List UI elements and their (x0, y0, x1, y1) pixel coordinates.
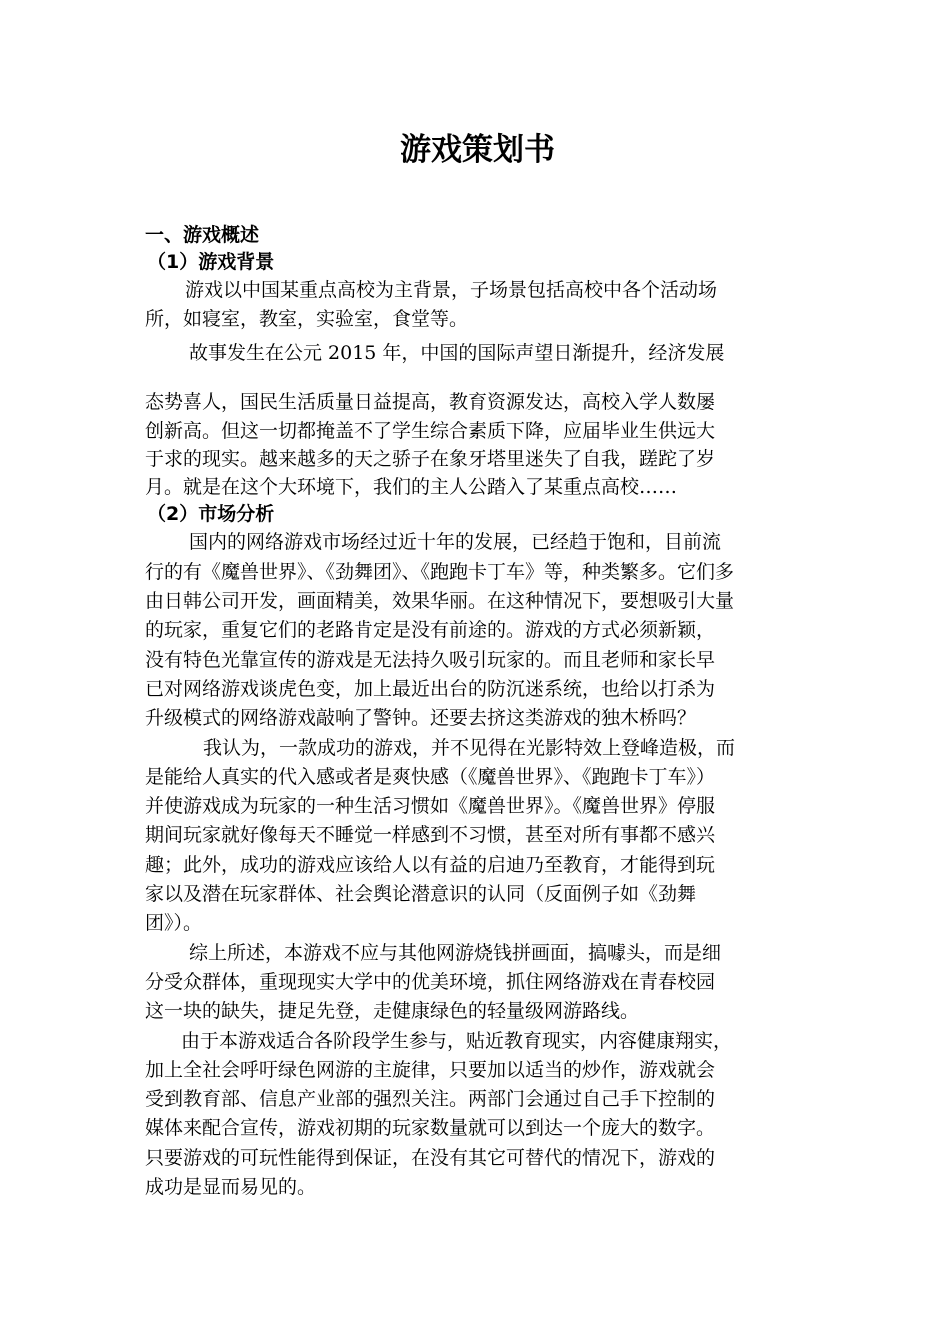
text-line: 已对网络游戏谈虎色变，加上最近出台的防沉迷系统，也给以打杀为 (145, 677, 716, 700)
text-line: 综上所述，本游戏不应与其他网游烧钱拼画面，搞噱头，而是细 (189, 941, 722, 964)
text-line: 加上全社会呼吁绿色网游的主旋律，只要加以适当的炒作，游戏就会 (145, 1058, 716, 1081)
document-body (145, 222, 810, 1202)
text-line: 国内的网络游戏市场经过近十年的发展，已经趋于饱和，目前流 (189, 531, 722, 554)
subsection-heading-background: （1）游戏背景 (147, 251, 275, 273)
section-heading-overview: 一、游戏概述 (145, 224, 260, 246)
text-line: 并使游戏成为玩家的一种生活习惯如《魔兽世界》。《魔兽世界》停服 (145, 795, 716, 818)
text-line: 由于本游戏适合各阶段学生参与，贴近教育现实，内容健康翔实， (181, 1029, 733, 1052)
document-title: 游戏策划书 (400, 132, 555, 168)
text-line: 所，如寝室，教室，实验室，食堂等。 (145, 308, 469, 331)
subsection-heading-market: （2）市场分析 (147, 503, 275, 526)
text-line: 成功是显而易见的。 (145, 1176, 317, 1199)
text-line: 的玩家，重复它们的老路肯定是没有前途的。游戏的方式必须新颖， (145, 619, 716, 642)
text-line: 是能给人真实的代入感或者是爽快感（《魔兽世界》、《跑跑卡丁车》） (145, 765, 716, 788)
paragraph-market-status (145, 528, 810, 733)
text-line: 升级模式的网络游戏敲响了警钟。还要去挤这类游戏的独木桥吗？ (145, 707, 697, 730)
text-line: 游戏以中国某重点高校为主背景，子场景包括高校中各个活动场 (185, 279, 718, 301)
paragraph-background-story (145, 335, 810, 502)
text-line: 只要游戏的可玩性能得到保证，在没有其它可替代的情况下，游戏的 (145, 1146, 716, 1169)
text-line: 由日韩公司开发，画面精美，效果华丽。在这种情况下，要想吸引大量 (145, 590, 735, 613)
text-line: 我认为，一款成功的游戏，并不见得在光影特效上登峰造极，而 (203, 736, 736, 759)
text-line: 期间玩家就好像每天不睡觉一样感到不习惯，甚至对所有事都不感兴 (145, 824, 716, 847)
text-line: 受到教育部、信息产业部的强烈关注。两部门会通过自己手下控制的 (145, 1088, 716, 1111)
text-line: 创新高。但这一切都掩盖不了学生综合素质下降，应届毕业生供远大 (145, 419, 716, 442)
text-line: 分受众群体，重现现实大学中的优美环境，抓住网络游戏在青春校园 (145, 970, 716, 993)
text-line: 月。就是在这个大环境下，我们的主人公踏入了某重点高校…… (145, 476, 678, 499)
text-line: 于求的现实。越来越多的天之骄子在象牙塔里迷失了自我，蹉跎了岁 (145, 447, 716, 470)
text-line: 态势喜人，国民生活质量日益提高，教育资源发达，高校入学人数屡 (145, 390, 716, 413)
text-line: 故事发生在公元 2015 年，中国的国际声望日渐提升，经济发展 (189, 341, 725, 364)
text-line: 行的有《魔兽世界》、《劲舞团》、《跑跑卡丁车》等，种类繁多。它们多 (145, 560, 735, 583)
text-line: 家以及潜在玩家群体、社会舆论潜意识的认同（反面例子如《劲舞 (145, 883, 697, 906)
paragraph-market-conclusion (145, 1027, 810, 1203)
paragraph-background-setting (145, 276, 810, 335)
paragraph-market-summary (145, 939, 810, 1027)
paragraph-market-opinion (145, 734, 810, 939)
text-line: 团》）。 (145, 912, 203, 935)
text-line: 这一块的缺失，捷足先登，走健康绿色的轻量级网游路线。 (145, 1000, 640, 1023)
text-line: 趣；此外，成功的游戏应该给人以有益的启迪乃至教育，才能得到玩 (145, 853, 716, 876)
text-line: 媒体来配合宣传，游戏初期的玩家数量就可以到达一个庞大的数字。 (145, 1117, 716, 1140)
text-line: 没有特色光靠宣传的游戏是无法持久吸引玩家的。而且老师和家长早 (145, 648, 716, 671)
